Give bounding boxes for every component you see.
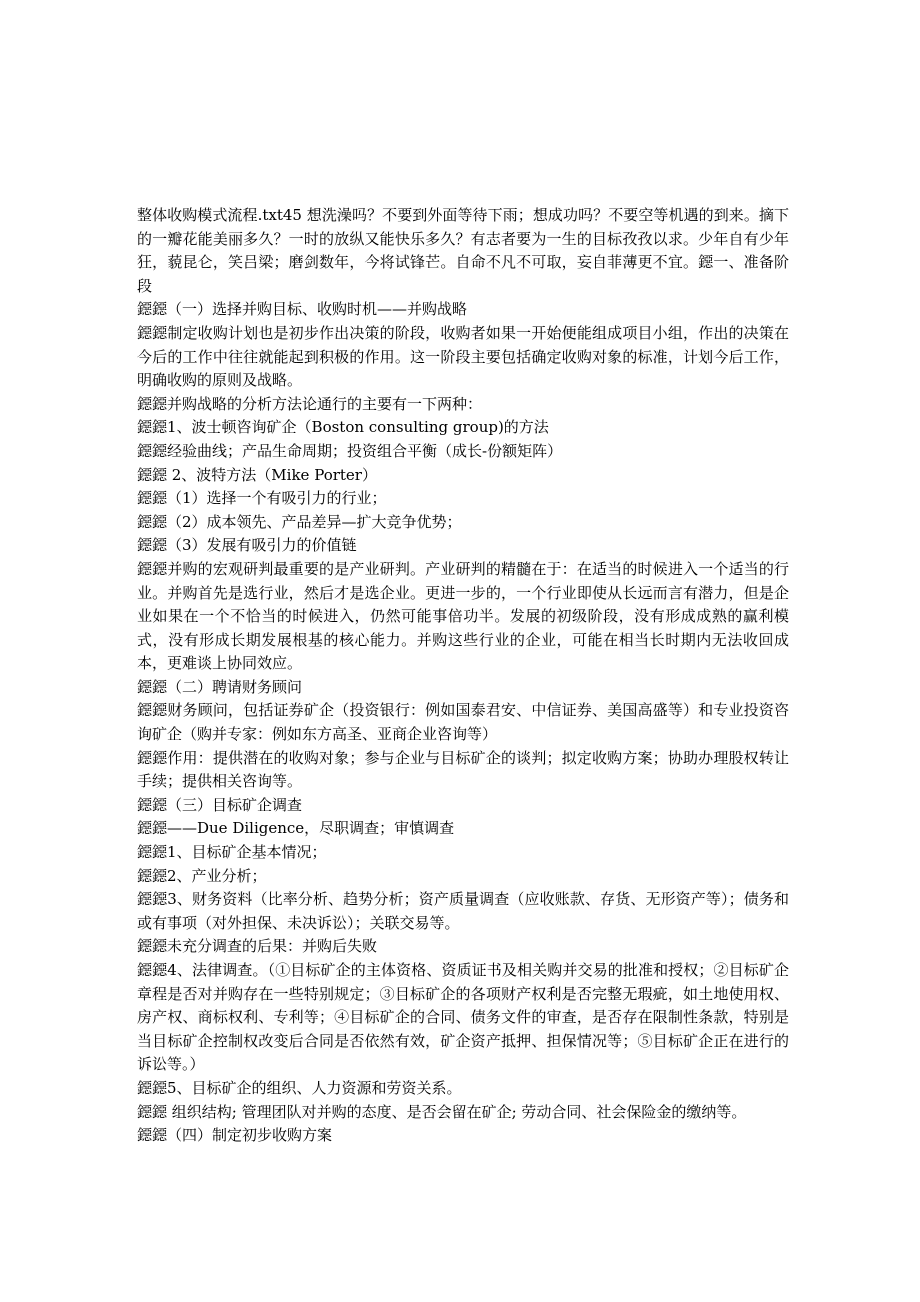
document-body	[137, 204, 789, 1148]
paragraph-heading-4: 鐚鐚（四）制定初步收购方案	[137, 1126, 333, 1145]
paragraph: 鐚鐚（3）发展有吸引力的价值链	[137, 536, 357, 555]
paragraph: 鐚鐚2、产业分析；	[137, 866, 267, 885]
paragraph-heading-3: 鐚鐚（三）目标矿企调查	[137, 795, 303, 814]
paragraph: 鐚鐚制定收购计划也是初步作出决策的阶段，收购者如果一开始便能组成项目小组，作出的决策在今后的工作中往往就能起到积极的作用。这一阶段主要包括确定收购对象的标准，计划今后工作，明确收购的原则及战略。	[137, 323, 789, 390]
paragraph: 鐚鐚作用：提供潜在的收购对象；参与企业与目标矿企的谈判；拟定收购方案；协助办理股权转让手续；提供相关咨询等。	[137, 748, 789, 791]
paragraph-heading-2: 鐚鐚（二）聘请财务顾问	[137, 677, 303, 696]
paragraph: 鐚鐚（1）选择一个有吸引力的行业；	[137, 489, 387, 508]
paragraph: 鐚鐚 组织结构; 管理团队对并购的态度、是否会留在矿企; 劳动合同、社会保险金的缴纳等。	[137, 1102, 747, 1121]
paragraph-heading-1: 鐚鐚（一）选择并购目标、收购时机——并购战略	[137, 300, 468, 319]
paragraph: 鐚鐚——Due Diligence，尽职调查；审慎调查	[137, 819, 455, 838]
paragraph: 鐚鐚5、目标矿企的组织、人力资源和劳资关系。	[137, 1078, 462, 1097]
paragraph: 鐚鐚财务顾问，包括证券矿企（投资银行：例如国泰君安、中信证券、美国高盛等）和专业投资咨询矿企（购并专家：例如东方高圣、亚商企业咨询等）	[137, 701, 789, 744]
paragraph: 鐚鐚1、波士顿咨询矿企（Boston consulting group)的方法	[137, 418, 549, 437]
paragraph: 鐚鐚未充分调查的后果：并购后失败	[137, 937, 378, 956]
paragraph: 鐚鐚并购战略的分析方法论通行的主要有一下两种：	[137, 394, 483, 413]
paragraph: 鐚鐚并购的宏观研判最重要的是产业研判。产业研判的精髓在于：在适当的时候进入一个适当的行业。并购首先是选行业，然后才是选企业。更进一步的，一个行业即使从长远而言有潜力，但是企业如果在一个不恰当的时候进入，仍然可能事倍功半。发展的初级阶段，没有形成成熟的赢利模式，没有形成长期发展根基的核心能力。并购这些行业的企业，可能在相当长时期内无法收回成本，更难谈上协同效应。	[137, 559, 789, 673]
paragraph: 鐚鐚4、法律调查。（①目标矿企的主体资格、资质证书及相关购并交易的批准和授权；②目标矿企章程是否对并购存在一些特别规定；③目标矿企的各项财产权利是否完整无瑕疵，如土地使用权、房产权、商标权利、专利等；④目标矿企的合同、债务文件的审查，是否存在限制性条款，特别是当目标矿企控制权改变后合同是否依然有效，矿企资产抵押、担保情况等；⑤目标矿企正在进行的诉讼等。）	[137, 961, 789, 1074]
paragraph-intro: 整体收购模式流程.txt45 想洗澡吗？不要到外面等待下雨；想成功吗？不要空等机遇的到来。摘下的一瓣花能美丽多久？一时的放纵又能快乐多久？有志者要为一生的目标孜孜以求。少年自有少年狂，藐昆仑，笑吕梁；磨剑数年，今将试锋芒。自命不凡不可取，妄自菲薄更不宜。鐚一、准备阶段	[137, 206, 789, 295]
paragraph: 鐚鐚 2、波特方法（Mike Porter）	[137, 465, 377, 484]
paragraph: 鐚鐚3、财务资料（比率分析、趋势分析；资产质量调查（应收账款、存货、无形资产等）；债务和或有事项（对外担保、未决诉讼）；关联交易等。	[137, 890, 789, 932]
paragraph: 鐚鐚（2）成本领先、产品差异—扩大竞争优势；	[137, 512, 462, 531]
paragraph: 鐚鐚经验曲线；产品生命周期；投资组合平衡（成长-份额矩阵）	[137, 441, 563, 460]
paragraph: 鐚鐚1、目标矿企基本情况；	[137, 843, 327, 862]
